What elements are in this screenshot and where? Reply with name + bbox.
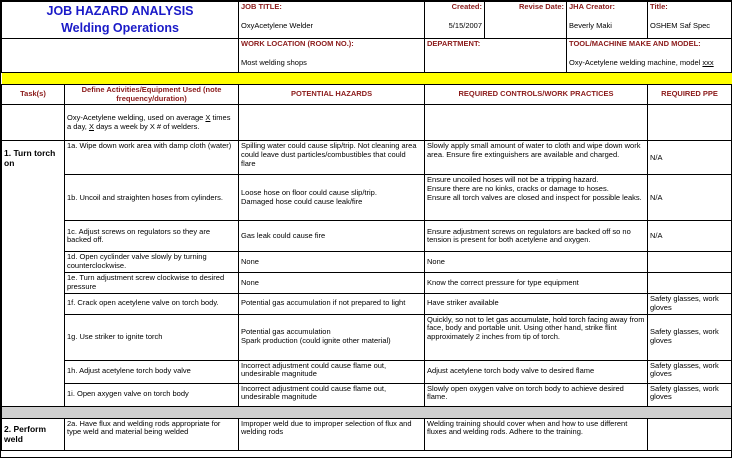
hazard-cell: Improper weld due to improper selection of flux and welding rods bbox=[239, 418, 425, 450]
table-row bbox=[2, 252, 732, 273]
activity-cell: 1c. Adjust screws on regulators so they are backed off. bbox=[65, 221, 239, 252]
created-value: 5/15/2007 bbox=[448, 21, 483, 31]
jha-creator-label-cell bbox=[567, 2, 648, 22]
ppe-cell bbox=[648, 273, 732, 294]
hazard-cell: Incorrect adjustment could cause flame out, undesirable magnitude bbox=[239, 383, 425, 406]
activity-cell: 1d. Open cyclinder valve slowly by turning counterclockwise. bbox=[65, 252, 239, 273]
creator-title-value: OSHEM Saf Spec bbox=[650, 21, 711, 31]
col-header-activities: Define Activities/Equipment Used (note frequency/duration) bbox=[65, 84, 239, 105]
hazard-cell: Potential gas accumulation Spark production (could ignite other material) bbox=[239, 314, 425, 360]
control-cell: Adjust acetylene torch body valve to desired flame bbox=[425, 360, 648, 383]
hazard-cell: Potential gas accumulation if not prepared to light bbox=[239, 293, 425, 314]
jha-creator-value-cell bbox=[567, 21, 648, 38]
table-row bbox=[2, 141, 732, 175]
col-header-task: Task(s) bbox=[2, 84, 65, 105]
section-separator bbox=[2, 406, 732, 418]
control-cell: None bbox=[425, 252, 648, 273]
activity-cell: 1h. Adjust acetylene torch body valve bbox=[65, 360, 239, 383]
table-row bbox=[2, 360, 732, 383]
control-cell: Know the correct pressure for type equipment bbox=[425, 273, 648, 294]
table-row bbox=[2, 418, 732, 450]
tool-value bbox=[569, 59, 729, 68]
control-cell: Welding training should cover when and how to use different fluxes and welding rods. Adhere to the training. bbox=[425, 418, 648, 450]
tool-cell bbox=[567, 38, 732, 72]
document-title bbox=[2, 2, 239, 39]
control-cell: Slowly apply small amount of water to cloth and wipe down work area. Ensure fire extinguishers are available and charged. bbox=[425, 141, 648, 175]
created-label: Created: bbox=[451, 2, 483, 11]
tool-label: TOOL/MACHINE MAKE AND MODEL: bbox=[569, 38, 701, 48]
title-line-2: Welding Operations bbox=[61, 20, 179, 35]
activity-cell: 1e. Turn adjustment screw clockwise to desired pressure bbox=[65, 273, 239, 294]
hazard-cell: Spilling water could cause slip/trip. Not cleaning area could leave dust particles/combustibles that could flare bbox=[239, 141, 425, 175]
column-header-row bbox=[2, 84, 732, 105]
created-value-cell bbox=[425, 21, 485, 38]
work-location-cell bbox=[239, 38, 425, 72]
activity-cell: 1b. Uncoil and straighten hoses from cylinders. bbox=[65, 175, 239, 221]
control-cell: Slowly open oxygen valve on torch body to achieve desired flame. bbox=[425, 383, 648, 406]
hazard-cell: None bbox=[239, 252, 425, 273]
ppe-cell: N/A bbox=[648, 141, 732, 175]
department-cell bbox=[425, 38, 567, 72]
job-title-label-cell bbox=[239, 2, 425, 22]
ppe-cell bbox=[648, 252, 732, 273]
hazard-cell: None bbox=[239, 273, 425, 294]
title-value-cell bbox=[648, 21, 732, 38]
ppe-cell: Safety glasses, work gloves bbox=[648, 293, 732, 314]
job-title-value: OxyAcetylene Welder bbox=[241, 21, 313, 31]
table-row bbox=[2, 314, 732, 360]
jha-creator-value: Beverly Maki bbox=[569, 21, 612, 31]
control-cell: Ensure adjustment screws on regulators are backed off so no tension is present for both acetylene and oxygen. bbox=[425, 221, 648, 252]
hazard-cell: Gas leak could cause fire bbox=[239, 221, 425, 252]
ppe-cell: Safety glasses, work gloves bbox=[648, 314, 732, 360]
task-1-label: 1. Turn torch on bbox=[2, 141, 65, 175]
activity-cell: 1i. Open axygen valve on torch body bbox=[65, 383, 239, 406]
table-row bbox=[2, 273, 732, 294]
work-location-value: Most welding shops bbox=[241, 57, 307, 67]
title-spacer bbox=[2, 38, 239, 72]
control-cell: Have striker available bbox=[425, 293, 648, 314]
work-location-label: WORK LOCATION (ROOM NO.): bbox=[241, 38, 354, 48]
col-header-controls: REQUIRED CONTROLS/WORK PRACTICES bbox=[425, 84, 648, 105]
created-label-cell bbox=[425, 2, 485, 22]
title-line-1: JOB HAZARD ANALYSIS bbox=[46, 4, 194, 18]
table-row bbox=[2, 293, 732, 314]
control-cell: Quickly, so not to let gas accumulate, hold torch facing away from face, body and portable unit. Using other hand, strike flint approximately 2 inches from tip of torch. bbox=[425, 314, 648, 360]
hazard-cell: Loose hose on floor could cause slip/trip. Damaged hose could cause leak/fire bbox=[239, 175, 425, 221]
hazard-cell: Incorrect adjustment could cause flame out, undesirable magnitude bbox=[239, 360, 425, 383]
tool-value-prefix: Oxy-Acetylene welding machine, model bbox=[569, 57, 703, 67]
tool-value-model: xxx bbox=[702, 57, 714, 67]
frequency-note: Oxy-Acetylene welding, used on average X times a day, X days a week by X # of welders. bbox=[65, 105, 239, 141]
yellow-band bbox=[2, 72, 732, 84]
col-header-ppe: REQUIRED PPE bbox=[648, 84, 732, 105]
jha-creator-label: JHA Creator: bbox=[569, 2, 615, 11]
control-cell: Ensure uncoiled hoses will not be a tripping hazard. Ensure there are no kinks, cracks or damage to hoses. Ensure all torch valves are closed and inspect for possible leaks. bbox=[425, 175, 648, 221]
revise-value-cell bbox=[485, 21, 567, 38]
ppe-cell: N/A bbox=[648, 175, 732, 221]
ppe-cell: Safety glasses, work gloves bbox=[648, 360, 732, 383]
ppe-cell bbox=[648, 418, 732, 450]
col-header-hazards: POTENTIAL HAZARDS bbox=[239, 84, 425, 105]
table-row bbox=[2, 221, 732, 252]
table-row bbox=[2, 383, 732, 406]
activity-cell: 1a. Wipe down work area with damp cloth (water) bbox=[65, 141, 239, 175]
revise-date-label: Revise Date: bbox=[518, 2, 565, 11]
job-title-value-cell bbox=[239, 21, 425, 38]
title-label-cell bbox=[648, 2, 732, 22]
activity-cell: 2a. Have flux and welding rods appropriate for type weld and material being welded bbox=[65, 418, 239, 450]
revise-label-cell bbox=[485, 2, 567, 22]
job-title-label: JOB TITLE: bbox=[241, 2, 282, 11]
ppe-cell: Safety glasses, work gloves bbox=[648, 383, 732, 406]
intro-row bbox=[2, 105, 732, 141]
task-2-label: 2. Perform weld bbox=[2, 418, 65, 450]
creator-title-label: Title: bbox=[650, 2, 668, 11]
activity-cell: 1f. Crack open acetylene valve on torch body. bbox=[65, 293, 239, 314]
department-label: DEPARTMENT: bbox=[427, 38, 481, 48]
ppe-cell: N/A bbox=[648, 221, 732, 252]
jha-table bbox=[1, 1, 732, 451]
table-row bbox=[2, 175, 732, 221]
activity-cell: 1g. Use striker to ignite torch bbox=[65, 314, 239, 360]
